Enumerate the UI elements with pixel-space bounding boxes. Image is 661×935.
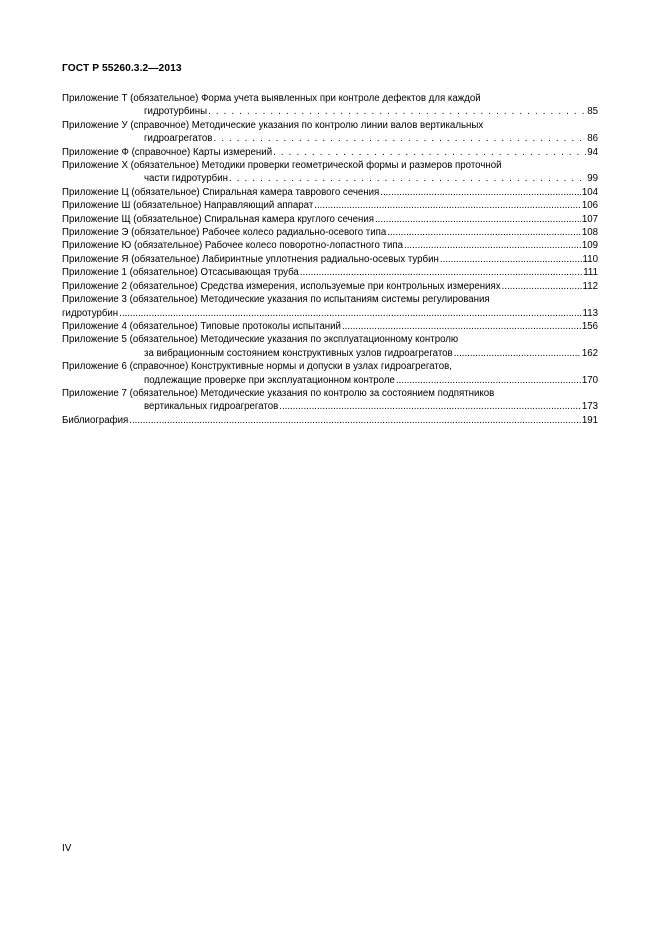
toc-entry-page: 107 [581,213,598,225]
toc-entry-appendix-4[interactable] [62,320,598,333]
toc-entry-title: Приложение Х (обязательное) Методики проверки геометрической формы и размеров проточной [62,160,502,172]
toc-entry-continuation: за вибрационным состоянием конструктивных узлов гидроагрегатов [144,347,453,359]
dot-leader [213,132,586,145]
toc-entry-appendix-2[interactable] [62,280,598,293]
table-of-contents [62,92,598,427]
toc-entry-title: Приложение Ц (обязательное) Спиральная камера таврового сечения [62,186,380,198]
toc-entry-page: 108 [581,227,598,239]
toc-entry-continuation: гидроагрегатов [144,133,213,145]
toc-entry-page: 106 [581,200,598,212]
toc-entry-continuation: гидротурбин [62,307,119,319]
toc-entry-appendix-7[interactable] [62,387,598,414]
toc-entry-appendix-ts[interactable] [62,186,598,199]
toc-entry-appendix-kh[interactable] [62,159,598,186]
toc-entry-continuation: гидротурбины [144,106,208,118]
document-header: ГОСТ Р 55260.3.2—2013 [62,63,182,74]
toc-entry-page: 113 [582,307,598,319]
dot-leader [119,307,581,320]
toc-entry-title: Приложение Э (обязательное) Рабочее колесо радиально-осевого типа [62,227,387,239]
dot-leader [380,186,581,199]
toc-entry-page: 86 [587,133,598,145]
dot-leader [404,239,581,252]
toc-entry-page: 85 [587,106,598,118]
toc-entry-appendix-e[interactable] [62,226,598,239]
toc-entry-title: Приложение 4 (обязательное) Типовые протоколы испытаний [62,320,341,332]
toc-entry-continuation: части гидротурбин [144,173,228,185]
toc-entry-title: Библиография [62,414,129,426]
toc-entry-page: 111 [583,267,598,279]
dot-leader [314,199,581,212]
toc-entry-bibliography[interactable] [62,414,598,427]
dot-leader [387,226,581,239]
toc-entry-page: 156 [581,320,598,332]
toc-entry-title: Приложение Щ (обязательное) Спиральная камера круглого сечения [62,213,374,225]
toc-entry-page: 191 [581,414,598,426]
toc-entry-continuation: подлежащие проверке при эксплуатационном контроле [144,374,395,386]
toc-entry-appendix-6[interactable] [62,360,598,387]
toc-entry-title: Приложение 2 (обязательное) Средства измерения, используемые при контрольных измерениях [62,280,501,292]
dot-leader [300,266,582,279]
toc-entry-appendix-5[interactable] [62,333,598,360]
toc-entry-page: 109 [581,240,598,252]
toc-entry-page: 173 [581,401,598,413]
toc-entry-title: Приложение Т (обязательное) Форма учета выявленных при контроле дефектов для каждой [62,93,481,104]
dot-leader [342,320,581,333]
dot-leader [396,374,581,387]
toc-entry-title: Приложение 3 (обязательное) Методические указания по испытаниям системы регулирования [62,294,490,306]
toc-entry-title: Приложение 7 (обязательное) Методические указания по контролю за состоянием подпятников [62,387,495,399]
dot-leader [129,414,581,427]
toc-entry-title: Приложение 5 (обязательное) Методические указания по эксплуатационному контролю [62,334,459,346]
toc-entry-appendix-sh[interactable] [62,199,598,212]
toc-entry-title: Приложение У (справочное) Методические указания по контролю линии валов вертикальных [62,119,484,131]
toc-entry-page: 110 [582,253,598,265]
toc-entry-title: Приложение 6 (справочное) Конструктивные нормы и допуски в узлах гидроагрегатов, [62,361,452,373]
toc-entry-page: 99 [587,173,598,185]
toc-entry-page: 162 [581,347,598,359]
toc-entry-page: 112 [582,280,598,292]
toc-entry-page: 104 [581,186,598,198]
toc-entry-appendix-1[interactable] [62,266,598,279]
toc-entry-continuation: вертикальных гидроагрегатов [144,401,279,413]
dot-leader [273,146,586,159]
toc-entry-appendix-shch[interactable] [62,213,598,226]
toc-entry-title: Приложение Я (обязательное) Лабиринтные уплотнения радиально-осевых турбин [62,253,439,265]
toc-entry-title: Приложение 1 (обязательное) Отсасывающая труба [62,267,299,279]
page-number: IV [62,843,72,854]
toc-entry-appendix-3[interactable] [62,293,598,320]
toc-entry-page: 170 [581,374,598,386]
toc-entry-title: Приложение Ю (обязательное) Рабочее колесо поворотно-лопастного типа [62,240,403,252]
dot-leader [440,253,582,266]
toc-entry-title: Приложение Ф (справочное) Карты измерений [62,146,273,158]
toc-entry-appendix-yu[interactable] [62,239,598,252]
toc-entry-title: Приложение Ш (обязательное) Направляющий аппарат [62,200,314,212]
toc-entry-appendix-f[interactable] [62,146,598,159]
toc-entry-appendix-t[interactable] [62,92,598,119]
dot-leader [279,400,581,413]
dot-leader [229,172,586,185]
toc-entry-appendix-ya[interactable] [62,253,598,266]
dot-leader [208,105,586,118]
dot-leader [454,347,581,360]
toc-entry-page: 94 [587,146,598,158]
dot-leader [375,213,581,226]
dot-leader [502,280,582,293]
toc-entry-appendix-u[interactable] [62,119,598,146]
